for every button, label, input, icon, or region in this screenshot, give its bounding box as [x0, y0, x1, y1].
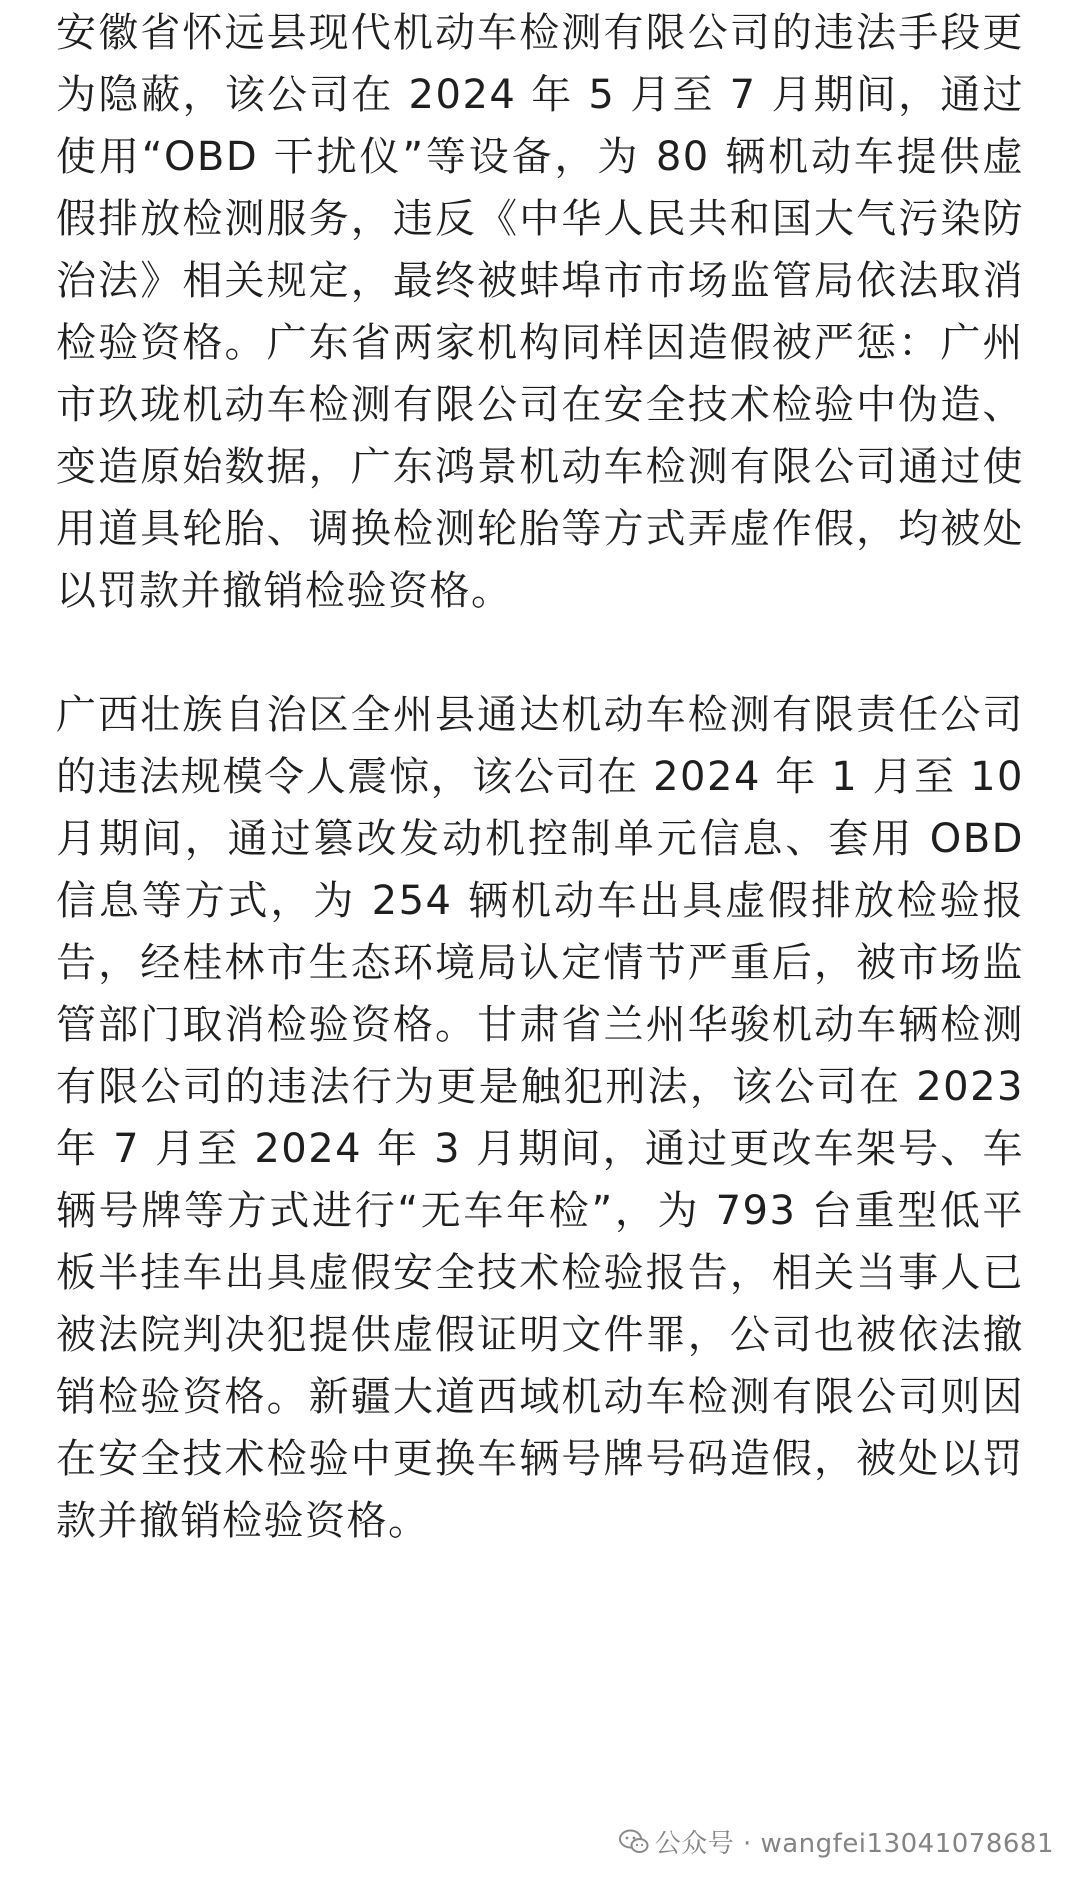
- article-body: [56, 0, 1024, 1552]
- watermark: [619, 1823, 1054, 1860]
- paragraph-2: 广西壮族自治区全州县通达机动车检测有限责任公司的违法规模令人震惊，该公司在 2024 年 1 月至 10 月期间，通过篡改发动机控制单元信息、套用 OBD 信息等方式，为 254 辆机动车出具虚假排放检验报告，经桂林市生态环境局认定情节严重后，被市场监管部门取消检验资格。甘肃省兰州华骏机动车辆检测有限公司的违法行为更是触犯刑法，该公司在 2023 年 7 月至 2024 年 3 月期间，通过更改车架号、车辆号牌等方式进行“无车年检”，为 793 台重型低平板半挂车出具虚假安全技术检验报告，相关当事人已被法院判决犯提供虚假证明文件罪，公司也被依法撤销检验资格。新疆大道西域机动车检测有限公司则因在安全技术检验中更换车辆号牌号码造假，被处以罚款并撤销检验资格。: [56, 692, 1024, 1544]
- paragraph-1: 安徽省怀远县现代机动车检测有限公司的违法手段更为隐蔽，该公司在 2024 年 5 月至 7 月期间，通过使用“OBD 干扰仪”等设备，为 80 辆机动车提供虚假排放检测服务，违反《中华人民共和国大气污染防治法》相关规定，最终被蚌埠市市场监管局依法取消检验资格。广东省两家机构同样因造假被严惩：广州市玖珑机动车检测有限公司在安全技术检验中伪造、变造原始数据，广东鸿景机动车检测有限公司通过使用道具轮胎、调换检测轮胎等方式弄虚作假，均被处以罚款并撤销检验资格。: [56, 10, 1024, 614]
- watermark-text: 公众号 · wangfei13041078681: [654, 1829, 1054, 1859]
- wechat-icon: [619, 1829, 649, 1855]
